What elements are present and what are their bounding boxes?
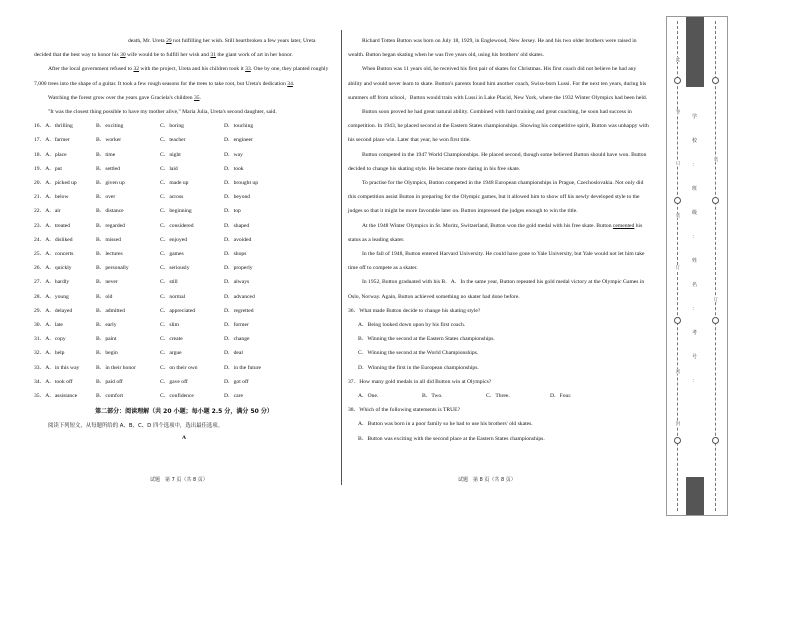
cloze-option: 31．A．copy: [34, 336, 66, 343]
cloze-option: 21．A．below: [34, 194, 69, 201]
cloze-option: B．in their honor: [96, 364, 136, 371]
cloze-option: D．deal: [224, 350, 243, 357]
right-column: [348, 34, 650, 446]
cloze-option: C．still: [160, 279, 178, 286]
binding-hole-circle: [674, 77, 681, 84]
blank-34: 34: [287, 80, 293, 87]
cloze-option: 18．A．place: [34, 151, 67, 158]
passage-paragraph: In 1952, Button graduated with his B．A．In the same year, Button repeated his gold medal victory at the Olympic Games in Oslo, Norway. Again, Button achieved something no skater had done before.: [348, 279, 645, 300]
passage-a-body: [348, 34, 650, 219]
answer-option: C．Three.: [486, 393, 510, 400]
cloze-option: 20．A．picked up: [34, 180, 77, 187]
cloze-option: D．brought up: [224, 180, 259, 187]
cloze-option-row: [34, 133, 334, 147]
passage-paragraph-2: After the local government refused to 32 with the project, Ureta and his children took it 33. One by one, they planted roughly 7,000 trees into the shape of a guitar. It took a few rough seasons for the trees to take root, but Ureta's dedication 34.: [34, 66, 329, 87]
question-36: 36．What made Button decide to change his skating style?: [348, 307, 481, 314]
cloze-option: 16．A．thrilling: [34, 123, 73, 130]
cloze-option: D．advanced: [224, 293, 255, 300]
binding-field-label: 级: [692, 210, 698, 216]
binding-field-label: 考: [692, 330, 698, 336]
answer-option: B．Button was exciting with the second place at the Eastern States championships.: [358, 435, 545, 442]
passage-paragraph: To practise for the Olympics, Button competed in the 1948 European championships in Prague, Czechoslovakia. Not only did this competition assist Button in preparing for the Olympic games, but it allowed him to show off his newly developed style to the judges so that it might be more favorable later on. Button impressed the judges enough to win the title.: [348, 180, 644, 215]
cloze-option: 35．A．assistance: [34, 393, 78, 400]
cloze-option-row: [34, 204, 334, 218]
cloze-option: B．early: [96, 322, 117, 329]
binding-field-label: 姓: [692, 258, 698, 264]
cloze-option: B．never: [96, 279, 118, 286]
answer-option: B．Two.: [422, 393, 443, 400]
cloze-option: D．shops: [224, 251, 247, 258]
blank-33: 33: [245, 66, 251, 73]
cloze-option: 32．A．help: [34, 350, 65, 357]
binding-field-label: 学: [692, 114, 698, 120]
cloze-option: C．made up: [160, 180, 189, 187]
cloze-option: B．exciting: [96, 123, 124, 130]
binding-hole-circle: [674, 197, 681, 204]
cloze-option: B．old: [96, 293, 113, 300]
binding-field-label: 校: [692, 138, 698, 144]
section-instructions: 阅读下列短文，从每题所给的 A、B、C、D 四个选项中，选出最佳选项。: [48, 423, 224, 430]
binding-mark-left: 封: [675, 421, 680, 426]
cloze-option-row: [34, 233, 334, 247]
cloze-option: 27．A．hardly: [34, 279, 70, 286]
binding-hole-circle: [712, 197, 719, 204]
binding-field-label: 号: [692, 354, 698, 360]
cloze-option: C．argue: [160, 350, 182, 357]
cloze-option: C．considered: [160, 222, 194, 229]
binding-mark-left: 装: [675, 213, 680, 218]
answer-option: C．Winning the second at the World Championships.: [358, 350, 479, 357]
cloze-option-row: [34, 190, 334, 204]
page-footer-right: 试题 第 8 页（共 8 页）: [458, 477, 516, 483]
binding-bar-top: [686, 17, 704, 87]
cloze-option: C．laid: [160, 165, 178, 172]
left-column: [34, 34, 334, 442]
passage-continued-paragraph: death, Mr. Ureta 29 not fulfilling her wish. Still heartbroken a few years later, Ureta decided that the best way to honor his 30 wife would be to fulfill her wish and 31 the giant work of art in her honor.: [34, 38, 316, 59]
cloze-option: B．admitted: [96, 307, 125, 314]
binding-mark-left: 密: [675, 369, 680, 374]
cloze-option: 26．A．quickly: [34, 265, 72, 272]
passage-paragraph: Button competed in the 1947 World Championships. He placed second, though some believed Button should have won. Button decided to change his skating style. He became more daring in his free skate.: [348, 151, 647, 172]
cloze-option: 25．A．concerts: [34, 251, 74, 258]
cloze-option: D．in the future: [224, 364, 261, 371]
cloze-option: 33．A．in this way: [34, 364, 80, 371]
binding-field-label: ：: [692, 306, 698, 312]
cloze-option: D．got off: [224, 378, 249, 385]
cloze-option: 24．A．disliked: [34, 236, 73, 243]
question-37: 37．How many gold medals in all did Button win at Olympics?: [348, 378, 492, 385]
blank-32: 32: [133, 66, 140, 73]
cloze-option: D．change: [224, 336, 250, 343]
cloze-option: B．paid off: [96, 378, 123, 385]
blank-29: 29: [166, 38, 172, 44]
cloze-option: C．enjoyed: [160, 236, 188, 243]
cloze-option: B．regarded: [96, 222, 125, 229]
cloze-option: 23．A．treated: [34, 222, 71, 229]
binding-mark-right: 订: [713, 297, 718, 302]
answer-option: A．Being looked down upon by his first coach.: [358, 322, 466, 329]
cloze-option: C．games: [160, 251, 184, 258]
cloze-option: C．beginning: [160, 208, 192, 215]
binding-hole-circle: [712, 317, 719, 324]
answer-option: D．Winning the first in the European championships.: [358, 364, 479, 371]
cloze-option-row: [34, 375, 334, 389]
binding-hole-circle: [674, 317, 681, 324]
passage-paragraph-cemented: At the 1948 Winter Olympics in St. Moritz, Switzerland, Button won the gold medal with his free skate. Button cemented his status as a leading skater.: [348, 222, 643, 243]
binding-hole-circle: [674, 437, 681, 444]
cloze-option: D．shaped: [224, 222, 250, 229]
cloze-option: 34．A．took off: [34, 378, 73, 385]
cloze-option: C．confidence: [160, 393, 194, 400]
section-title: 第二部分：阅读理解（共 20 小题；每小题 2.5 分，满分 50 分）: [95, 408, 273, 416]
cloze-option: B．personally: [96, 265, 129, 272]
cloze-option: D．regretted: [224, 307, 254, 314]
binding-field-label: 班: [692, 186, 698, 192]
passage-quote: "It was the closest thing possible to have my mother alive," Maria Julia, Ureta's second daughter, said.: [48, 109, 277, 116]
cloze-option: D．engineer: [224, 137, 253, 144]
cloze-option: C．gave off: [160, 378, 188, 385]
cloze-option: D．way: [224, 151, 243, 158]
cloze-option: B．paint: [96, 336, 117, 343]
cloze-option: C．night: [160, 151, 181, 158]
question-36-options: [348, 318, 650, 375]
answer-option: B．Winning the second at the Eastern States championships.: [358, 336, 495, 343]
underlined-word: cemented: [612, 222, 635, 229]
cloze-option-row: [34, 346, 334, 360]
cloze-option: 29．A．delayed: [34, 307, 73, 314]
cloze-option-row: [34, 389, 334, 403]
cloze-option: B．distance: [96, 208, 124, 215]
cloze-option-row: [34, 304, 334, 318]
cloze-options-list: [34, 119, 334, 403]
cloze-option: D．top: [224, 208, 241, 215]
cloze-option: C．create: [160, 336, 183, 343]
cloze-option: B．begin: [96, 350, 118, 357]
cloze-option: D．former: [224, 322, 249, 329]
cloze-option-row: [34, 318, 334, 332]
cloze-option: C．slim: [160, 322, 179, 329]
cloze-option: B．over: [96, 194, 116, 201]
binding-field-label: ：: [692, 378, 698, 384]
binding-mark-left: 此: [675, 57, 680, 62]
binding-strip: [666, 16, 728, 516]
binding-field-label: ：: [692, 234, 698, 240]
cloze-option-row: [34, 219, 334, 233]
page-footer-left: 试题 第 7 页（共 8 页）: [150, 477, 208, 483]
cloze-option-row: [34, 290, 334, 304]
passage-letter: A: [181, 434, 187, 441]
cloze-option: C．seriously: [160, 265, 190, 272]
cloze-option: C．on their own: [160, 364, 198, 371]
question-38-options: [348, 417, 650, 445]
cloze-option-row: [34, 361, 334, 375]
cloze-option-row: [34, 261, 334, 275]
cloze-option-row: [34, 176, 334, 190]
binding-mark-right: 装: [713, 157, 718, 162]
cloze-option-row: [34, 148, 334, 162]
cloze-option: B．settled: [96, 165, 120, 172]
blank-35: 35: [193, 94, 200, 101]
binding-field-label: ：: [692, 162, 698, 168]
cloze-option-row: [34, 275, 334, 289]
binding-mark-left: 只: [675, 161, 680, 166]
cloze-option: C．teacher: [160, 137, 186, 144]
cloze-option: B．worker: [96, 137, 122, 144]
cloze-option: D．avoided: [224, 236, 252, 243]
cloze-option: C．appreciated: [160, 307, 196, 314]
answer-option: A．One.: [358, 393, 379, 400]
question-38: 38．Which of the following statements is TRUE?: [348, 407, 461, 414]
cloze-option: 17．A．farmer: [34, 137, 70, 144]
cloze-option: B．missed: [96, 236, 121, 243]
cloze-option: D．took: [224, 165, 244, 172]
cloze-option-row: [34, 247, 334, 261]
cloze-option: C．boring: [160, 123, 184, 130]
cloze-option: D．always: [224, 279, 250, 286]
passage-paragraph-3: Watching the forest grow over the years gave Graciela's children 35.: [48, 94, 201, 101]
cloze-option: D．properly: [224, 265, 253, 272]
cloze-option-row: [34, 119, 334, 133]
passage-paragraph: In the fall of 1948, Button entered Harvard University. He could have gone to Yale University, but Yale would not let him take time off to compete as a skater.: [348, 251, 645, 272]
question-37-options: [348, 389, 650, 403]
cloze-option: B．given up: [96, 180, 125, 187]
passage-a-body-end: [348, 247, 650, 304]
cloze-option: C．normal: [160, 293, 186, 300]
binding-mark-left: 卷: [675, 109, 680, 114]
blank-31: 31: [210, 52, 216, 59]
column-divider: [341, 30, 342, 485]
cloze-option: B．time: [96, 151, 116, 158]
cloze-option: D．care: [224, 393, 243, 400]
binding-field-label: 名: [692, 282, 698, 288]
blank-30: 30: [120, 52, 126, 59]
cloze-option: 19．A．put: [34, 165, 62, 172]
binding-mark-left: 订: [675, 265, 680, 270]
cloze-option-row: [34, 332, 334, 346]
cloze-option: D．beyond: [224, 194, 251, 201]
answer-option: A．Button was born in a poor family so he had to use his brothers' old skates.: [358, 421, 533, 428]
cloze-option: B．lectures: [96, 251, 123, 258]
cloze-option: 22．A．air: [34, 208, 61, 215]
answer-option: D．Four.: [550, 393, 572, 400]
cloze-option: C．across: [160, 194, 184, 201]
cloze-option: 30．A．late: [34, 322, 63, 329]
cloze-option: D．touching: [224, 123, 254, 130]
passage-paragraph: When Button was 11 years old, he received his first pair of skates for Christmas. His first coach did not believe he had any ability and would never learn to skate. Button's parents found him another coach, Swiss-born Lussi. For the next ten years, during his summers off from school，Button would train with Lussi in Lake Placid, New York, where the 1932 Winter Olympics had been held.: [348, 66, 648, 101]
binding-hole-circle: [712, 77, 719, 84]
cloze-option: B．comfort: [96, 393, 124, 400]
cloze-option: 28．A．young: [34, 293, 69, 300]
binding-hole-circle: [712, 437, 719, 444]
passage-paragraph: Richard Totten Button was born on July 18, 1929, in Englewood, New Jersey. He and his two older brothers were raised in wealth. Button began skating when he was five years old, using his brothers' old skates.: [348, 38, 637, 59]
binding-bar-bottom: [686, 477, 704, 515]
passage-paragraph: Button soon proved he had great natural ability. Combined with hard training and great coaching, he soon had success in competition. In 1943, he placed second at the Eastern States championships. Showing his competitive spirit, Button was unhappy with his second place win. Later that year, he won first title.: [348, 109, 649, 144]
cloze-option-row: [34, 162, 334, 176]
